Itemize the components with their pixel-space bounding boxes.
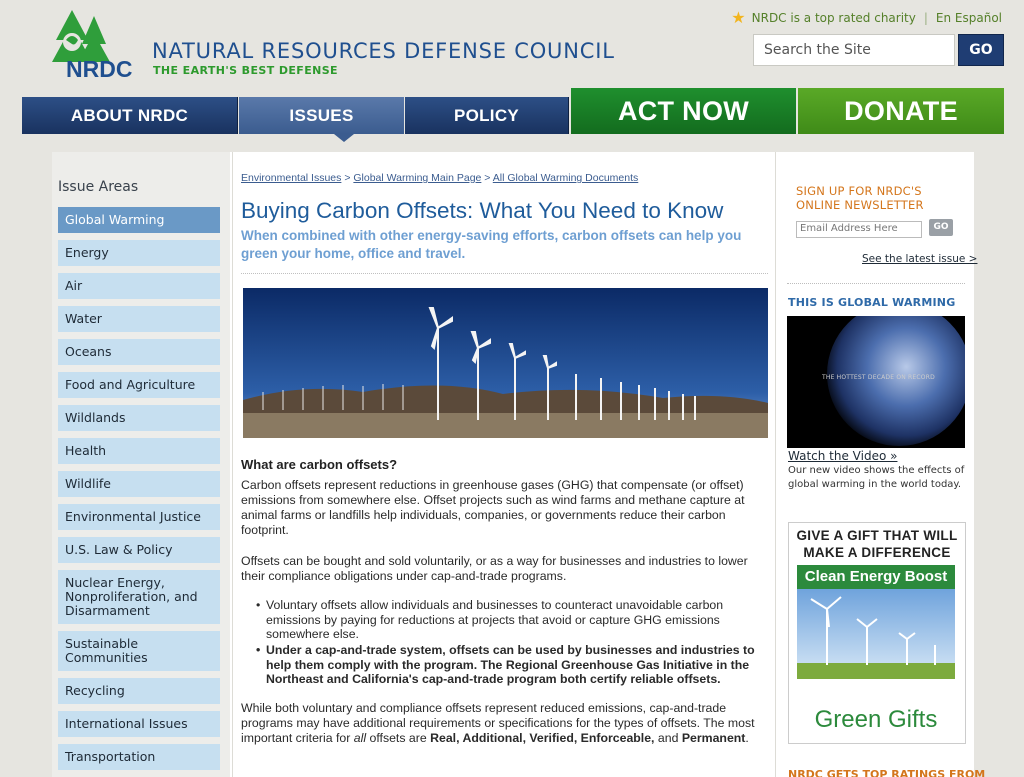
sidebar-item-wildlife[interactable]: Wildlife	[58, 471, 220, 497]
sidebar-item-global-warming[interactable]: Global Warming	[58, 207, 220, 233]
sidebar-item-oceans[interactable]: Oceans	[58, 339, 220, 365]
spanish-link[interactable]: En Español	[935, 10, 1002, 25]
divider	[241, 273, 768, 274]
nav-policy[interactable]: POLICY	[405, 97, 569, 134]
clean-energy-boost-banner: Clean Energy Boost	[797, 565, 955, 589]
section-heading: What are carbon offsets?	[241, 457, 398, 472]
global-warming-heading: THIS IS GLOBAL WARMING	[788, 296, 956, 309]
nav-about[interactable]: ABOUT NRDC	[22, 97, 238, 134]
sidebar-item-energy[interactable]: Energy	[58, 240, 220, 266]
paragraph-3-emphasis: all	[353, 731, 367, 745]
sidebar-title: Issue Areas	[58, 179, 139, 195]
ratings-heading: NRDC GETS TOP RATINGS FROM	[788, 768, 986, 777]
bullet-cap-and-trade: • Under a cap-and-trade system, offsets can be used by businesses and industries to help them comply with the program. The Regional Greenhouse Gas Initiative in the Northeast and California's cap-and-trade program both certify reliable offsets.	[256, 643, 768, 687]
sidebar-list	[58, 207, 220, 777]
video-thumbnail[interactable]	[787, 316, 965, 448]
main-nav	[22, 88, 1004, 136]
paragraph-3-criteria: Real, Additional, Verified, Enforceable,	[430, 731, 655, 745]
sidebar-item-sustainable[interactable]: Sustainable Communities	[58, 631, 220, 671]
sidebar-item-environmental-justice[interactable]: Environmental Justice	[58, 504, 220, 530]
latest-issue-link[interactable]: See the latest issue >	[862, 253, 978, 265]
video-description: Our new video shows the effects of global warming in the world today.	[788, 465, 965, 490]
nav-act-now[interactable]: ACT NOW	[571, 88, 796, 134]
paragraph-1: Carbon offsets represent reductions in greenhouse gases (GHG) that compensate (or offset) emissions from somewhere else. Offset projects such as wind farms and methane capture at animal farms or landfills help individuals, companies, or governments reduce their carbon footprint.	[241, 478, 745, 537]
search-go-button[interactable]: GO	[958, 34, 1004, 66]
sidebar-item-food[interactable]: Food and Agriculture	[58, 372, 220, 398]
nav-issues[interactable]: ISSUES	[239, 97, 404, 134]
paragraph-3-end: .	[745, 731, 749, 745]
sidebar-item-health[interactable]: Health	[58, 438, 220, 464]
active-tab-arrow	[334, 134, 354, 142]
paragraph-3	[241, 701, 769, 746]
gift-wind-image	[797, 589, 955, 679]
sidebar-item-air[interactable]: Air	[58, 273, 220, 299]
link-divider: |	[923, 10, 928, 25]
page-subtitle: When combined with other energy-saving efforts, carbon offsets can help you green your home, office and travel.	[241, 228, 742, 261]
breadcrumb-separator: >	[344, 172, 351, 184]
bullet-voluntary: • Voluntary offsets allow individuals and businesses to counteract unavoidable carbon emissions by paying for reductions at projects that avoid or capture GHG emissions somewhere else.	[256, 598, 768, 642]
wind-farm-image	[243, 288, 768, 438]
newsletter-email-input[interactable]: Email Address Here	[796, 221, 922, 238]
earth-image	[787, 316, 965, 448]
sidebar-item-nuclear[interactable]: Nuclear Energy, Nonproliferation, and Disarmament	[58, 570, 220, 624]
paragraph-3-text-c: and	[654, 731, 682, 745]
paragraph-3-permanent: Permanent	[681, 731, 746, 745]
sidebar-item-recycling[interactable]: Recycling	[58, 678, 220, 704]
page-title: Buying Carbon Offsets: What You Need to Know	[241, 198, 724, 223]
divider	[787, 283, 965, 284]
org-tagline: THE EARTH'S BEST DEFENSE	[153, 64, 338, 77]
paragraph-3-text-b: offsets are	[366, 731, 431, 745]
breadcrumb-global-warming[interactable]: Global Warming Main Page	[353, 172, 482, 184]
org-name: NATURAL RESOURCES DEFENSE COUNCIL	[152, 39, 615, 63]
sidebar-item-law-policy[interactable]: U.S. Law & Policy	[58, 537, 220, 563]
newsletter-heading: SIGN UP FOR NRDC'S ONLINE NEWSLETTER	[796, 184, 924, 212]
newsletter-go-button[interactable]: GO	[929, 219, 953, 236]
logo-initials: NRDC	[66, 56, 133, 82]
breadcrumb-all-documents[interactable]: All Global Warming Documents	[492, 172, 639, 184]
watch-video-link[interactable]: Watch the Video »	[788, 449, 898, 463]
breadcrumb	[241, 172, 638, 184]
video-caption: THE HOTTEST DECADE ON RECORD	[822, 374, 935, 381]
nrdc-logo[interactable]	[50, 10, 140, 82]
breadcrumb-separator: >	[484, 172, 491, 184]
paragraph-2: Offsets can be bought and sold voluntarily, or as a way for businesses and industries to lower their compliance obligations under cap-and-trade programs.	[241, 554, 748, 583]
green-gifts-logo: Green Gifts	[814, 706, 938, 733]
sidebar-item-international[interactable]: International Issues	[58, 711, 220, 737]
top-links	[731, 8, 1002, 27]
star-icon: ★	[731, 8, 746, 27]
sidebar-item-water[interactable]: Water	[58, 306, 220, 332]
charity-link[interactable]: NRDC is a top rated charity	[751, 10, 916, 25]
nav-donate[interactable]: DONATE	[798, 88, 1004, 134]
sidebar-item-transportation[interactable]: Transportation	[58, 744, 220, 770]
breadcrumb-environmental-issues[interactable]: Environmental Issues	[241, 172, 342, 184]
search-input[interactable]: Search the Site	[753, 34, 955, 66]
gift-heading: GIVE A GIFT THAT WILL MAKE A DIFFERENCE	[796, 528, 958, 560]
paragraph-3-text-a: While both voluntary and compliance offsets represent reduced emissions, cap-and-trade programs may have additional requirements or specifications for the types of offsets. The most important criteria for	[241, 701, 755, 745]
sidebar-item-wildlands[interactable]: Wildlands	[58, 405, 220, 431]
